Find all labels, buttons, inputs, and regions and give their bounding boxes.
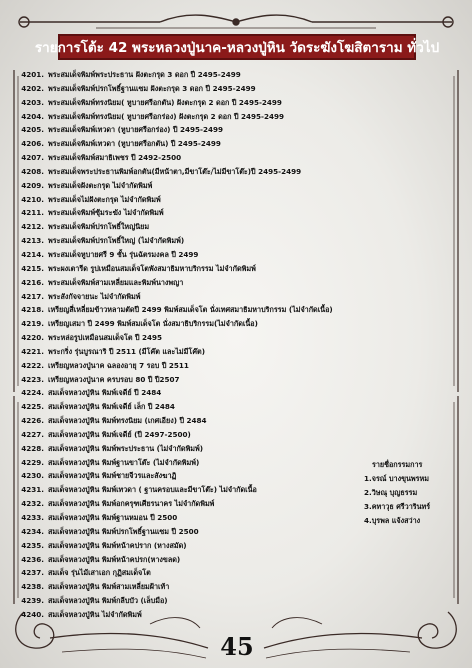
list-item xyxy=(14,414,462,428)
item-text: สมเด็จหลวงปู่หิน พิมพ์พระประธาน (ไม่จำกัดพิมพ์) xyxy=(48,443,204,453)
item-text: เหรียญสี่เหลี่ยมข้าวหลามตัดปี 2499 พิมพ์สมเด็จโต นั่งเทศสมาธิมหาบริกรรม (ไม่จำกัดเนื้อ) xyxy=(48,305,333,315)
item-number: 4207. xyxy=(21,153,44,163)
item-text: เหรียญหลวงปู่นาค ครบรอบ 80 ปี ปี2507 xyxy=(48,374,180,384)
item-number: 4202. xyxy=(21,83,44,93)
list-item xyxy=(14,386,462,400)
list-item xyxy=(14,123,462,137)
item-number: 4208. xyxy=(21,166,44,176)
committee-member: 2.วิษณุ บุญธรรม xyxy=(364,487,418,497)
item-text: สมเด็จหลวงปู่หิน พิมพ์ชายจีวรและสังฆาฏิ xyxy=(48,471,177,481)
item-text: สมเด็จหลวงปู่หิน พิมพ์เทวดา ( ฐานครอบและมีขาโต๊ะ) ไม่จำกัดเนื้อ xyxy=(48,485,257,495)
item-text: พระสมเด็จไม่ฝังตะกรุด ไม่จำกัดพิมพ์ xyxy=(48,194,161,204)
item-number: 4239. xyxy=(21,596,44,606)
item-number: 4227. xyxy=(21,429,44,439)
item-number: 4220. xyxy=(21,333,44,343)
item-text: สมเด็จหลวงปู่หิน พิมพ์ฐานหมอน ปี 2500 xyxy=(48,513,178,522)
list-item xyxy=(14,608,462,622)
item-number: 4233. xyxy=(21,513,44,522)
item-text: พระกริ่ง รุ่นบูรณาริ ปี 2511 (มีโค๊ต และไม่มีโค๊ต) xyxy=(48,346,205,356)
item-text: พระสมเด็จพิมพ์สามเหลี่ยมและพิมพ์นางพญา xyxy=(48,277,184,287)
committee-member: 3.คทาวุธ ศรีวารินทร์ xyxy=(364,501,431,511)
item-number: 4224. xyxy=(21,388,44,398)
list-item xyxy=(14,110,462,124)
list-item xyxy=(14,539,462,553)
item-text: พระสมเด็จพระประธานพิมพ์อกตัน(มีหน้าตา,มีขาโต๊ะ/ไม่มีขาโต๊ะ)ปี 2495-2499 xyxy=(48,166,302,176)
committee-member: 4.บุรพล แจ้งสว่าง xyxy=(364,515,421,525)
list-item xyxy=(14,151,462,165)
item-number: 4228. xyxy=(21,443,44,453)
item-list xyxy=(14,68,462,622)
item-text: พระสมเด็จพิมพ์ซุ้มระฆัง ไม่จำกัดพิมพ์ xyxy=(48,208,164,218)
item-text: พระสมเด็จพิมพ์พระประธาน ฝังตะกรุด 3 ดอก ปี 2495-2499 xyxy=(48,70,241,79)
list-item xyxy=(14,68,462,82)
item-number: 4216. xyxy=(21,277,44,287)
top-ornament xyxy=(19,15,453,28)
item-number: 4217. xyxy=(21,291,44,301)
item-text: พระสมเด็จพิมพ์เทวดา (หูบายศรีอกร่อง) ปี 2495-2499 xyxy=(48,125,224,135)
item-number: 4231. xyxy=(21,485,44,495)
page-number: 45 xyxy=(220,632,254,661)
item-number: 4209. xyxy=(21,180,44,190)
list-item xyxy=(14,303,462,317)
list-item xyxy=(14,594,462,608)
item-number: 4219. xyxy=(21,319,44,329)
item-number: 4235. xyxy=(21,540,44,550)
list-item xyxy=(14,373,462,387)
item-text: พระสมเด็จพิมพ์สมาธิเพชร ปี 2492-2500 xyxy=(48,153,182,163)
list-item xyxy=(14,206,462,220)
item-number: 4238. xyxy=(21,582,44,592)
list-item xyxy=(14,400,462,414)
item-text: สมเด็จหลวงปู่หิน พิมพ์เจดีย์ (ปี 2497-2500) xyxy=(48,429,191,439)
item-text: พระสมเด็จพิมพ์ทรงนิยม( หูบายศรีอกร่อง) ฝังตะกรุด 2 ดอก ปี 2495-2499 xyxy=(48,111,285,121)
item-number: 4240. xyxy=(21,609,44,619)
committee-title: รายชื่อกรรมการ xyxy=(372,460,423,469)
item-number: 4232. xyxy=(21,499,44,509)
item-number: 4218. xyxy=(21,305,44,315)
item-number: 4214. xyxy=(21,249,44,259)
item-text: พระหล่อรูปเหมือนสมเด็จโต ปี 2495 xyxy=(48,333,163,343)
list-item xyxy=(14,96,462,110)
committee-member: 1.จรณ์ บางขุนพรหม xyxy=(364,474,429,483)
item-text: สมเด็จหลวงปู่หิน พิมพ์หน้าคปราก (หางสมัด) xyxy=(48,540,187,550)
item-text: พระสมเด็จพิมพ์ปรกโพธิ์ใหญ่นิยม xyxy=(48,222,150,232)
item-text: สมเด็จหลวงปู่หิน พิมพ์เจดีย์ ปี 2484 xyxy=(48,388,162,398)
item-text: พระผงเตารีด รูปเหมือนสมเด็จโตพังสมาธิมหาบริกรรม ไม่จำกัดพิมพ์ xyxy=(48,263,256,273)
list-item xyxy=(14,317,462,331)
list-item xyxy=(14,276,462,290)
item-number: 4234. xyxy=(21,526,44,536)
list-item xyxy=(14,290,462,304)
page-title: รายการโต้ะ 42 พระหลวงปู่นาค-หลวงปู่หิน วัดระฆังโฆสิตาราม ทั่วไป xyxy=(58,34,416,60)
item-number: 4203. xyxy=(21,97,44,107)
item-number: 4210. xyxy=(21,194,44,204)
item-text: สมเด็จหลวงปู่หิน พิมพ์ปรกโพธิ์ฐานแซม ปี 2500 xyxy=(48,526,199,536)
item-number: 4237. xyxy=(21,568,44,578)
list-item xyxy=(14,193,462,207)
item-text: สมเด็จหลวงปู่หิน พิมพ์เจดีย์ เล็ก ปี 2484 xyxy=(48,402,175,412)
list-item xyxy=(14,553,462,567)
list-item xyxy=(14,331,462,345)
list-item xyxy=(14,179,462,193)
item-text: พระสมเด็จหูบายศรี 9 ชั้น รุ่นฉัตรมงคล ปี 2499 xyxy=(48,249,199,259)
item-text: พระสมเด็จพิมพ์ปรกโพธิ์ฐานแซม ฝังตะกรุด 3 ดอก ปี 2495-2499 xyxy=(48,83,256,93)
item-number: 4201. xyxy=(21,70,44,79)
list-item xyxy=(14,359,462,373)
item-number: 4221. xyxy=(21,346,44,356)
list-item xyxy=(14,566,462,580)
item-number: 4230. xyxy=(21,471,44,481)
item-number: 4204. xyxy=(21,111,44,121)
item-text: สมเด็จหลวงปู่หิน ไม่จำกัดพิมพ์ xyxy=(48,609,142,619)
item-text: สมเด็จหลวงปู่หิน พิมพ์สามเหลี่ยมฝ้าเท้า xyxy=(48,582,170,592)
list-item xyxy=(14,428,462,442)
list-item xyxy=(14,137,462,151)
item-number: 4213. xyxy=(21,236,44,246)
item-text: สมเด็จหลวงปู่หิน พิมพ์ฐานขาโต๊ะ (ไม่จำกัดพิมพ์) xyxy=(48,457,200,467)
item-text: พระสมเด็จฝังตะกรุด ไม่จำกัดพิมพ์ xyxy=(48,180,153,190)
list-item xyxy=(14,82,462,96)
item-number: 4212. xyxy=(21,222,44,232)
list-item xyxy=(14,262,462,276)
item-text: พระสมเด็จพิมพ์ทรงนิยม( หูบายศรีอกตัน) ฝังตะกรุด 2 ดอก ปี 2495-2499 xyxy=(48,97,282,107)
list-item xyxy=(14,234,462,248)
item-number: 4215. xyxy=(21,263,44,273)
item-text: สมเด็จหลวงปู่หิน พิมพ์ทรงนิยม (เกศเอียง) ปี 2484 xyxy=(48,416,207,426)
list-item xyxy=(14,345,462,359)
item-text: พระสังกัจจายนะ ไม่จำกัดพิมพ์ xyxy=(48,291,141,301)
item-text: เหรียญหลวงปู่นาค ฉลองอายุ 7 รอบ ปี 2511 xyxy=(48,360,189,370)
item-text: พระสมเด็จพิมพ์ปรกโพธิ์ใหญ่ (ไม่จำกัดพิมพ์) xyxy=(48,236,185,246)
item-number: 4222. xyxy=(21,360,44,370)
list-item xyxy=(14,220,462,234)
item-number: 4236. xyxy=(21,554,44,564)
item-text: สมเด็จหลวงปู่หิน พิมพ์หน้าคปรก(หางขลด) xyxy=(48,554,181,564)
item-number: 4205. xyxy=(21,125,44,135)
item-number: 4223. xyxy=(21,374,44,384)
committee-box xyxy=(358,458,458,527)
item-number: 4211. xyxy=(21,208,44,218)
item-text: สมเด็จ รุ่นไม้เสาเอก กุฏิสมเด็จโต xyxy=(48,568,151,578)
item-number: 4226. xyxy=(21,416,44,426)
item-number: 4225. xyxy=(21,402,44,412)
list-item xyxy=(14,165,462,179)
item-number: 4229. xyxy=(21,457,44,467)
item-text: สมเด็จหลวงปู่หิน พิมพ์อกครุฑเศียรนาคร ไม่จำกัดพิมพ์ xyxy=(48,499,215,509)
list-item xyxy=(14,442,462,456)
item-number: 4206. xyxy=(21,139,44,149)
list-item xyxy=(14,248,462,262)
item-text: เหรียญเสมา ปี 2499 พิมพ์สมเด็จโต นั่งสมาธิบริกรรม(ไม่จำกัดเนื้อ) xyxy=(48,319,258,329)
item-text: พระสมเด็จพิมพ์เทวดา (หูบายศรีอกตัน) ปี 2495-2499 xyxy=(48,139,221,149)
item-text: สมเด็จหลวงปู่หิน พิมพ์กลีบบัว (เล็บมือ) xyxy=(48,596,168,606)
list-item xyxy=(14,580,462,594)
